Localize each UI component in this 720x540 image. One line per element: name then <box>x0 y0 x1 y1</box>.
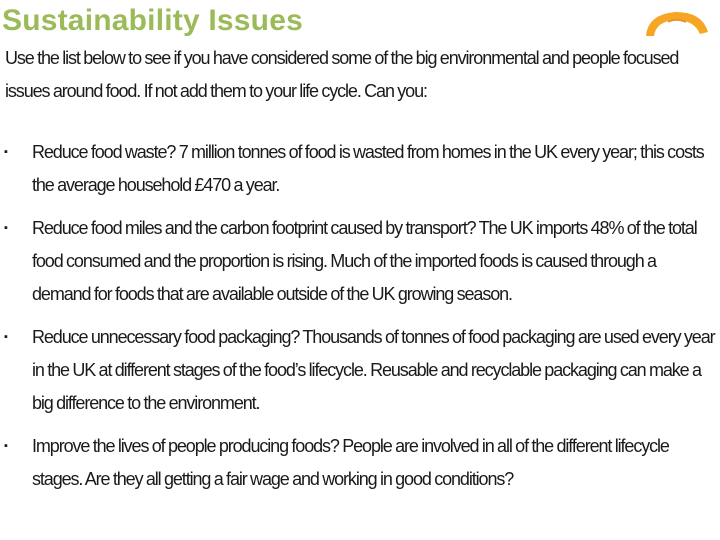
list-item-food-waste <box>0 136 716 202</box>
bullet-marker-icon: ▪ <box>4 146 7 158</box>
issues-list <box>0 136 716 506</box>
bullet-text: Reduce food miles and the carbon footprint caused by transport? The UK imports 48% of the total food consumed and the proportion is rising. Much of the imported foods is caused through a demand for foods that are available outside of the UK growing season. <box>32 218 697 304</box>
list-item-producer-lives <box>0 430 716 496</box>
list-item-food-miles <box>0 212 716 311</box>
orange-arc-logo-icon <box>640 8 712 40</box>
bullet-text: Reduce food waste? 7 million tonnes of food is wasted from homes in the UK every year; this costs the average household £470 a year. <box>32 142 704 195</box>
bullet-marker-icon: ▪ <box>4 440 7 452</box>
list-item-food-packaging <box>0 321 716 420</box>
bullet-marker-icon: ▪ <box>4 331 7 343</box>
bullet-marker-icon: ▪ <box>4 222 7 234</box>
slide-title: Sustainability Issues <box>2 4 303 37</box>
bullet-text: Improve the lives of people producing foods? People are involved in all of the different lifecycle stages. Are they all getting a fair wage and working in good conditions? <box>32 436 669 489</box>
bullet-text: Reduce unnecessary food packaging? Thousands of tonnes of food packaging are used every year in the UK at different stages of the food’s lifecycle. Reusable and recyclable packaging can make a big difference to the environment. <box>32 327 715 413</box>
intro-paragraph: Use the list below to see if you have considered some of the big environmental and people focused issues around food. If not add them to your life cycle. Can you: <box>5 48 679 101</box>
